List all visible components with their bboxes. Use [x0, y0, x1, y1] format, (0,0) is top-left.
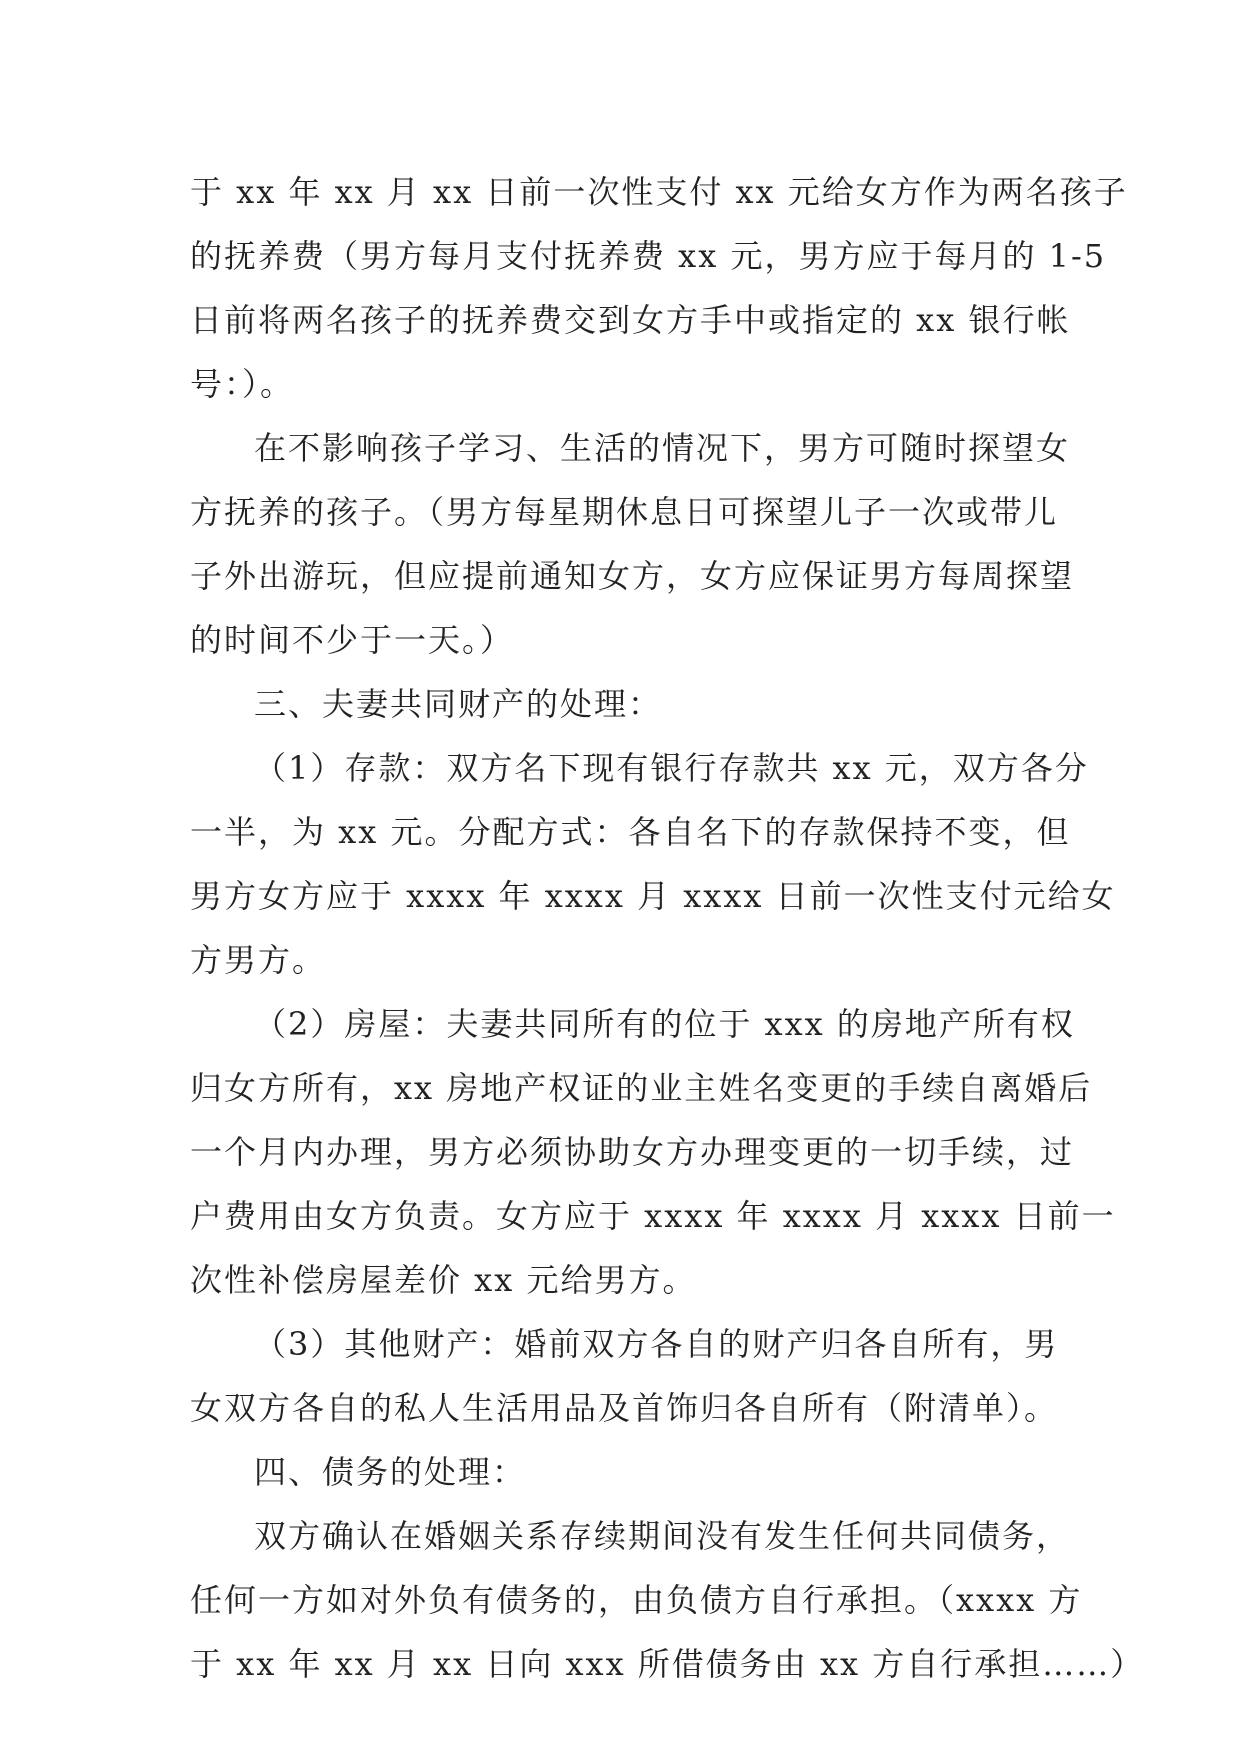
document-line: 归女方所有，xx 房地产权证的业主姓名变更的手续自离婚后 — [190, 1069, 1093, 1107]
document-line: 子外出游玩，但应提前通知女方，女方应保证男方每周探望 — [190, 557, 1075, 595]
document-line: 于 xx 年 xx 月 xx 日向 xxx 所借债务由 xx 方自行承担……） — [190, 1645, 1145, 1683]
document-line: 的抚养费（男方每月支付抚养费 xx 元，男方应于每月的 1-5 — [190, 237, 1107, 275]
document-line: 户费用由女方负责。女方应于 xxxx 年 xxxx 月 xxxx 日前一 — [190, 1197, 1116, 1235]
document-line: 四、债务的处理： — [254, 1453, 527, 1491]
document-line: 于 xx 年 xx 月 xx 日前一次性支付 xx 元给女方作为两名孩子 — [190, 173, 1128, 211]
document-line: 日前将两名孩子的抚养费交到女方手中或指定的 xx 银行帐 — [190, 301, 1071, 339]
document-line: 方男方。 — [190, 941, 327, 979]
document-line: 一个月内办理，男方必须协助女方办理变更的一切手续，过 — [190, 1133, 1075, 1171]
document-line: 在不影响孩子学习、生活的情况下，男方可随时探望女 — [254, 429, 1071, 467]
document-line: 三、夫妻共同财产的处理： — [254, 685, 663, 723]
document-line: （1）存款：双方名下现有银行存款共 xx 元，双方各分 — [254, 749, 1089, 787]
document-line: 任何一方如对外负有债务的，由负债方自行承担。（xxxx 方 — [190, 1581, 1083, 1619]
document-line: （3）其他财产：婚前双方各自的财产归各自所有，男 — [254, 1325, 1059, 1363]
document-line: 方抚养的孩子。（男方每星期休息日可探望儿子一次或带儿 — [190, 493, 1059, 531]
document-line: 一半，为 xx 元。分配方式：各自名下的存款保持不变，但 — [190, 813, 1071, 851]
document-body — [190, 160, 1145, 1696]
document-line: 号：）。 — [190, 365, 295, 403]
document-line: 次性补偿房屋差价 xx 元给男方。 — [190, 1261, 697, 1299]
document-line: 男方女方应于 xxxx 年 xxxx 月 xxxx 日前一次性支付元给女 — [190, 877, 1116, 915]
document-line: 双方确认在婚姻关系存续期间没有发生任何共同债务， — [254, 1517, 1071, 1555]
document-line: （2）房屋：夫妻共同所有的位于 xxx 的房地产所有权 — [254, 1005, 1075, 1043]
document-line: 女双方各自的私人生活用品及首饰归各自所有（附清单）。 — [190, 1389, 1059, 1427]
document-line: 的时间不少于一天。） — [190, 621, 515, 659]
